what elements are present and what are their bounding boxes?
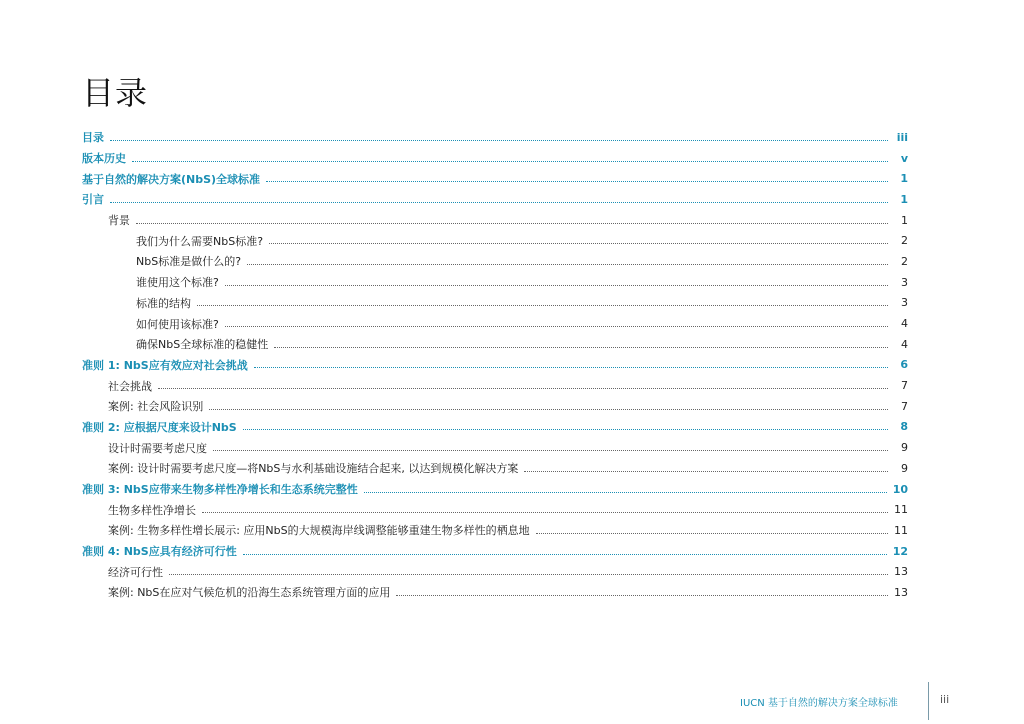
toc-entry[interactable] xyxy=(82,293,910,314)
toc-entry-label: 如何使用该标准? xyxy=(136,317,219,331)
toc-entry-label: 案例: 社会风险识别 xyxy=(108,400,204,414)
toc-leader-dots xyxy=(158,388,888,389)
toc-entry-page: 13 xyxy=(894,585,908,599)
toc-leader-dots xyxy=(364,492,887,493)
toc-entry-page: 11 xyxy=(894,503,908,517)
toc-entry-label: 谁使用这个标准? xyxy=(136,276,219,290)
toc-leader-dots xyxy=(243,429,888,430)
toc-leader-dots xyxy=(209,409,888,410)
toc-entry[interactable] xyxy=(82,334,910,355)
toc-entry-label: 社会挑战 xyxy=(108,379,152,393)
toc-entry-page: 9 xyxy=(901,441,908,455)
toc-entry-page: 11 xyxy=(894,523,908,537)
toc-entry-page: iii xyxy=(896,130,908,144)
toc-leader-dots xyxy=(136,223,888,224)
toc-entry[interactable] xyxy=(82,417,910,438)
toc-entry-page: 3 xyxy=(901,296,908,310)
toc-leader-dots xyxy=(213,450,888,451)
toc-leader-dots xyxy=(254,367,888,368)
toc-entry[interactable] xyxy=(82,251,910,272)
toc-leader-dots xyxy=(247,264,888,265)
toc-entry-label: 目录 xyxy=(82,131,104,145)
toc-entry[interactable] xyxy=(82,189,910,210)
toc-entry-page: 1 xyxy=(901,213,908,227)
toc-entry[interactable] xyxy=(82,520,910,541)
toc-leader-dots xyxy=(197,305,888,306)
toc-entry[interactable] xyxy=(82,355,910,376)
toc-entry[interactable] xyxy=(82,375,910,396)
toc-entry-label: 案例: 设计时需要考虑尺度—将NbS与水利基础设施结合起来, 以达到规模化解决方案 xyxy=(108,462,519,476)
toc-entry-page: 7 xyxy=(901,379,908,393)
toc-entry[interactable] xyxy=(82,458,910,479)
footer-publication-title: IUCN 基于自然的解决方案全球标准 xyxy=(740,698,898,709)
toc-entry-page: 2 xyxy=(901,234,908,248)
toc-leader-dots xyxy=(225,285,888,286)
toc-leader-dots xyxy=(266,181,888,182)
toc-entry-page: 4 xyxy=(901,317,908,331)
toc-entry-page: 1 xyxy=(900,172,908,186)
toc-entry-label: 基于自然的解决方案(NbS)全球标准 xyxy=(82,172,261,186)
toc-leader-dots xyxy=(110,202,888,203)
toc-entry[interactable] xyxy=(82,127,910,148)
toc-leader-dots xyxy=(110,140,888,141)
toc-entry-page: 12 xyxy=(892,544,908,558)
toc-entry-page: 4 xyxy=(901,337,908,351)
toc-entry[interactable] xyxy=(82,272,910,293)
toc-entry-page: 1 xyxy=(900,192,908,206)
toc-entry-label: 确保NbS全球标准的稳健性 xyxy=(136,338,269,352)
toc-entry-label: 我们为什么需要NbS标准? xyxy=(136,234,264,248)
toc-entry-label: 版本历史 xyxy=(82,152,126,166)
toc-entry-page: 6 xyxy=(900,358,908,372)
toc-entry-page: 3 xyxy=(901,275,908,289)
toc-leader-dots xyxy=(202,512,888,513)
toc-leader-dots xyxy=(524,471,888,472)
toc-entry[interactable] xyxy=(82,148,910,169)
toc-entry-label: 准则 3: NbS应带来生物多样性净增长和生态系统完整性 xyxy=(82,483,358,497)
toc-entry[interactable] xyxy=(82,479,910,500)
toc-entry-page: 2 xyxy=(901,254,908,268)
toc-entry-label: 生物多样性净增长 xyxy=(108,503,196,517)
toc-entry[interactable] xyxy=(82,561,910,582)
toc-leader-dots xyxy=(132,161,888,162)
page-title: 目录 xyxy=(82,74,149,112)
toc-entry-page: v xyxy=(900,151,908,165)
footer-page-number: iii xyxy=(940,693,950,706)
toc-entry-label: 准则 1: NbS应有效应对社会挑战 xyxy=(82,358,248,372)
footer-divider xyxy=(928,682,929,720)
toc-leader-dots xyxy=(269,243,888,244)
toc-entry-label: 经济可行性 xyxy=(108,565,163,579)
toc-entry[interactable] xyxy=(82,541,910,562)
toc-entry-label: 准则 4: NbS应具有经济可行性 xyxy=(82,545,237,559)
toc-leader-dots xyxy=(225,326,888,327)
toc-entry[interactable] xyxy=(82,313,910,334)
toc-entry[interactable] xyxy=(82,210,910,231)
toc-entry-page: 10 xyxy=(892,482,908,496)
toc-leader-dots xyxy=(243,554,887,555)
toc-entry-label: 案例: NbS在应对气候危机的沿海生态系统管理方面的应用 xyxy=(108,586,391,600)
toc-entry-label: 标准的结构 xyxy=(136,296,191,310)
toc-entry[interactable] xyxy=(82,168,910,189)
toc-entry[interactable] xyxy=(82,499,910,520)
toc-leader-dots xyxy=(274,347,888,348)
toc-entry[interactable] xyxy=(82,230,910,251)
toc-leader-dots xyxy=(396,595,888,596)
toc-entry-page: 8 xyxy=(900,420,908,434)
toc-entry-page: 9 xyxy=(901,461,908,475)
toc-entry[interactable] xyxy=(82,437,910,458)
toc-entry[interactable] xyxy=(82,396,910,417)
toc-entry-label: 引言 xyxy=(82,193,104,207)
toc-entry-label: 准则 2: 应根据尺度来设计NbS xyxy=(82,420,237,434)
toc-entry-label: 案例: 生物多样性增长展示: 应用NbS的大规模海岸线调整能够重建生物多样性的栖息地 xyxy=(108,524,530,538)
toc-leader-dots xyxy=(169,574,888,575)
toc-leader-dots xyxy=(536,533,888,534)
toc-entry-label: NbS标准是做什么的? xyxy=(136,255,242,269)
table-of-contents xyxy=(82,127,910,603)
toc-entry-page: 13 xyxy=(894,565,908,579)
toc-entry-label: 背景 xyxy=(108,214,130,228)
toc-entry-page: 7 xyxy=(901,399,908,413)
toc-entry[interactable] xyxy=(82,582,910,603)
toc-entry-label: 设计时需要考虑尺度 xyxy=(108,441,207,455)
